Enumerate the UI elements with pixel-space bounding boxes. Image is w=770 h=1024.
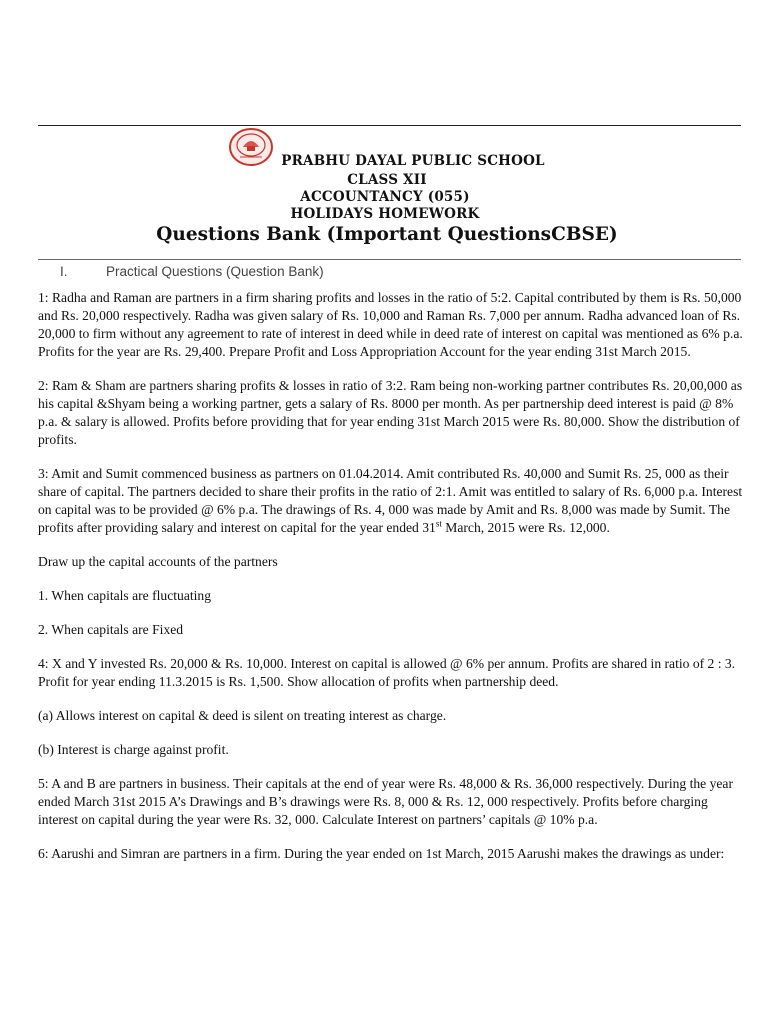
section-title: Practical Questions (Question Bank): [106, 264, 324, 279]
question-3: [38, 465, 744, 537]
question-3-part-2: 2. When capitals are Fixed: [38, 622, 184, 637]
question-6: 6: Aarushi and Simran are partners in a firm. During the year ended on 1st March, 2015 Aarushi makes the drawings as under:: [38, 846, 725, 861]
subject-label: ACCOUNTANCY (055): [300, 189, 470, 205]
ordinal-suffix: st: [435, 518, 442, 529]
question-3-instruction: Draw up the capital accounts of the partners: [38, 554, 278, 569]
section-heading: [60, 264, 324, 279]
question-2: 2: Ram & Sham are partners sharing profits & losses in ratio of 3:2. Ram being non-working partner contributes Rs. 20,00,000 as his capital &Shyam being a working partner, gets a salary of Rs. 8000 per month. As per partnership deed interest is paid @ 8% p.a. & salary is allowed. Profits before providing that for year ending 31st March 2015 were Rs. 80,000. Show the distribution of profits.: [38, 378, 743, 447]
school-name: PRABHU DAYAL PUBLIC SCHOOL: [281, 153, 545, 169]
section-rule: [38, 259, 741, 260]
section-number: I.: [60, 264, 68, 279]
question-3-part-1: 1. When capitals are fluctuating: [38, 588, 212, 603]
homework-label: HOLIDAYS HOMEWORK: [290, 206, 480, 222]
questions-body: [38, 289, 744, 879]
top-rule: [38, 125, 741, 126]
question-4-part-a: (a) Allows interest on capital & deed is silent on treating interest as charge.: [38, 708, 447, 723]
class-label: CLASS XII: [347, 172, 427, 188]
question-1: 1: Radha and Raman are partners in a firm sharing profits and losses in the ratio of 5:2. Capital contributed by them is Rs. 50,000 and Rs. 20,000 respectively. Radha was given salary of Rs. 10,000 and Raman Rs. 7,000 per annum. Radha advanced loan of Rs. 20,000 to firm without any agreement to rate of interest in deed while in deed rate of interest on capital was mentioned as 6% p.a. Profits for the year are Rs. 29,400. Prepare Profit and Loss Appropriation Account for the year ending 31st March 2015.: [38, 290, 743, 359]
question-4-part-b: (b) Interest is charge against profit.: [38, 742, 229, 757]
question-5: 5: A and B are partners in business. Their capitals at the end of year were Rs. 48,000 & Rs. 36,000 respectively. During the year ended March 31st 2015 A’s Drawings and B’s drawings were Rs. 8, 000 & Rs. 12, 000 respectively. Profits before charging interest on capital during the year were Rs. 32, 000. Calculate Interest on partners’ capitals @ 10% p.a.: [38, 776, 733, 827]
question-3-text: 3: Amit and Sumit commenced business as partners on 01.04.2014. Amit contributed Rs. 40,000 and Sumit Rs. 25, 000 as their share of capital. The partners decided to share their profits in the ratio of 2:1. Amit was entitled to salary of Rs. 6,000 p.a. Interest on capital was to be provided @ 6% p.a. The drawings of Rs. 4, 000 was made by Amit and Rs. 8,000 was made by Sumit. The profits after providing salary and interest on capital for the year ended 31: [38, 466, 743, 535]
question-3-end: March, 2015 were Rs. 12,000.: [441, 520, 610, 535]
question-4: 4: X and Y invested Rs. 20,000 & Rs. 10,000. Interest on capital is allowed @ 6% per annum. Profits are shared in ratio of 2 : 3. Profit for year ending 11.3.2015 is Rs. 1,500. Show allocation of profits when partnership deed.: [38, 656, 736, 689]
document-title: Questions Bank (Important QuestionsCBSE): [156, 224, 618, 245]
